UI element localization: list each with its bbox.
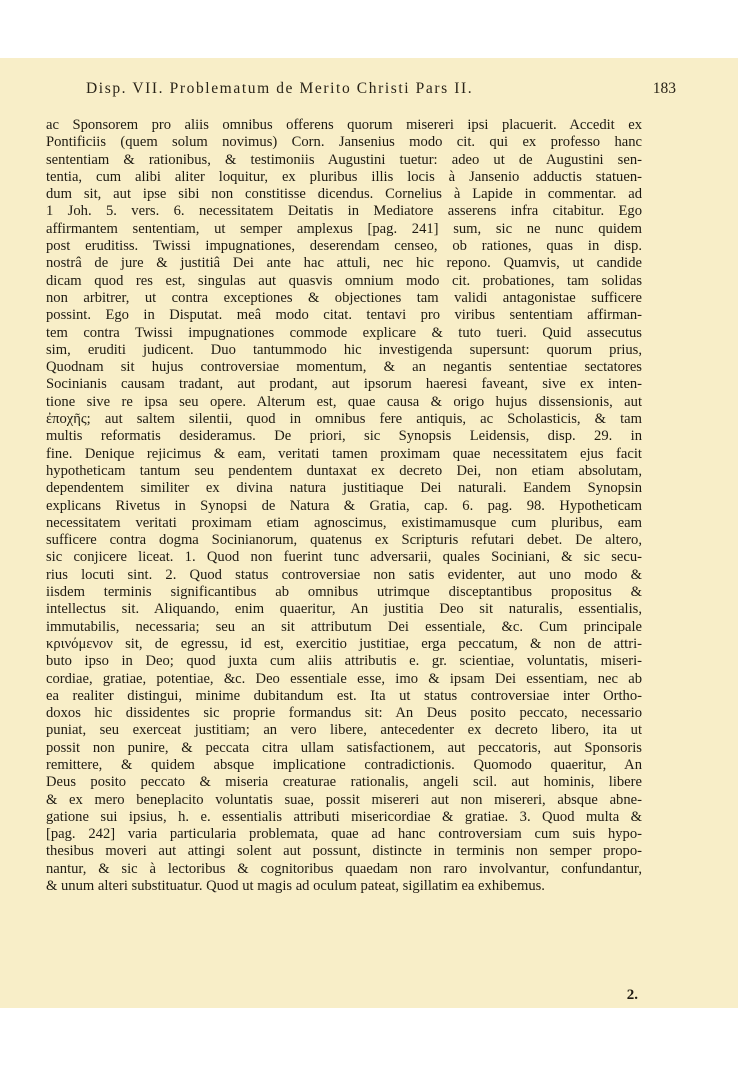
text-line: rius locuti sint. 2. Quod status controversiae non satis evidenter, aut uno modo & (46, 566, 642, 583)
text-line: puniat, seu exerceat justitiam; an vero libere, antecedenter ex decreto libero, ita ut (46, 722, 642, 739)
book-page (0, 58, 738, 1008)
running-title: Disp. VII. Problematum de Merito Christi Pars II. (86, 80, 474, 97)
text-line: explicans Rivetus in Synopsi de Natura & Gratia, cap. 6. pag. 98. Hypotheticam (46, 497, 642, 514)
text-line: possit non punire, & peccata citra ullam satisfactionem, aut peccatoris, aut Sponsoris (46, 739, 642, 756)
text-line: & unum alteri substituatur. Quod ut magis ad oculum pateat, sigillatim ea exhibemus. (46, 878, 545, 895)
body-text (46, 117, 642, 895)
text-line: [pag. 242] varia particularia problemata, quae ad hanc controversiam cum suis hypo- (46, 826, 642, 843)
text-line: Socinianis causam tradant, aut prodant, aut ipsorum haeresi faveant, sive ex inten- (46, 376, 642, 393)
text-line: tentia, cum alibi aliter loquitur, ex pluribus illis locis à Jansenio adductis statuen- (46, 168, 642, 185)
text-line: & ex mero beneplacito voluntatis suae, possit misereri aut non misereri, absque abne- (46, 791, 642, 808)
text-line: dum sit, aut ipse sibi non constitisse dicendus. Cornelius à Lapide in commentar. ad (46, 186, 642, 203)
text-line: sufficere contra dogma Socinianorum, quatenus ex Scripturis refutari debet. De altero, (46, 532, 642, 549)
text-line: ἐποχῆς; aut saltem silentii, quod in omnibus fere antiquis, ac Scholasticis, & tam (46, 411, 642, 428)
text-line: κρινόμενον sit, de egressu, id est, exercitio justitiae, erga peccatum, & non de attri- (46, 635, 642, 652)
text-line: gatione sui ipsius, h. e. essentialis attributi misericordiae & gratiae. 3. Quod multa & (46, 808, 642, 825)
text-line: thesibus moveri aut attingi solent aut possunt, distincte in terminis non semper propo- (46, 843, 642, 860)
text-line: iisdem terminis significantibus ab omnibus utrimque disceptantibus propositus & (46, 584, 642, 601)
text-line: hypotheticam tantum seu pendentem duntaxat ex decreto Dei, non etiam absolutam, (46, 462, 642, 479)
text-line: non arbitrer, ut contra exceptiones & objectiones tam validi antagonistae sufficere (46, 289, 642, 306)
text-line: cordiae, gratiae, potentiae, &c. Deo essentiale esse, imo & ipsam Dei essentiam, nec ab (46, 670, 642, 687)
text-line: possint. Ego in Disputat. meâ modo citat. tentavi pro viribus sententiam affirman- (46, 307, 642, 324)
text-line: remittere, & quidem absque implicatione contradictionis. Quomodo quaeritur, An (46, 756, 642, 773)
text-line: dicam quod res est, singulas aut quasvis omnium modo cit. probationes, tam solidas (46, 272, 642, 289)
text-line: ea realiter distingui, minime dubitandum est. Ita ut status controversiae inter Ortho- (46, 687, 642, 704)
text-line: buto ipso in Deo; quod juxta cum aliis attributis e. gr. scientiae, voluntatis, miseri- (46, 653, 642, 670)
text-line: doxos hic dissidentes sic proprie formandus sit: An Deus posito peccato, necessario (46, 705, 642, 722)
catchword: 2. (626, 987, 638, 1003)
text-line: fine. Denique rejicimus & eam, veritati tamen proximam quae necessitatem ejus facit (46, 445, 642, 462)
text-line: 1 Joh. 5. vers. 6. necessitatem Deitatis in Mediatore asserens infra citabitur. Ego (46, 203, 642, 220)
text-line: nostrâ de jure & justitiâ Dei ante hac attuli, nec hic repono. Quamvis, ut candide (46, 255, 642, 272)
text-line: tione sive re ipsa seu opere. Alterum est, quae causa & origo hujus dissensionis, aut (46, 393, 642, 410)
page-number: 183 (652, 80, 676, 97)
text-line: tem contra Twissi impugnationes commode explicare & tuto tueri. Quid assecutus (46, 324, 642, 341)
text-line: ac Sponsorem pro aliis omnibus offerens quorum misereri ipsi placuerit. Accedit ex (46, 117, 642, 133)
text-line: Deus posito peccato & miseria creaturae rationalis, angeli scil. aut hominis, libere (46, 774, 642, 791)
text-line: Pontificiis (quem solum novimus) Corn. Jansenius modo cit. qui ex professo hanc (46, 134, 642, 151)
text-line: nantur, & sic à lectoribus & cognitoribus quaedam non raro involvantur, confundantur, (46, 860, 642, 877)
text-line: post eruditiss. Twissi impugnationes, deserendam censeo, ob rationes, quas in disp. (46, 238, 642, 255)
text-line: intellectus sit. Aliquando, enim quaeritur, An justitia Deo sit naturalis, essentialis, (46, 601, 642, 618)
text-line: dependentem similiter ex divina natura justitiaque Dei naturali. Eandem Synopsin (46, 480, 642, 497)
text-line: affirmantem sententiam, ut semper amplexus [pag. 241] sum, sic ne nunc quidem (46, 220, 642, 237)
page-header (86, 80, 676, 98)
text-line: necessitatem veritati proximam etiam agnoscimus, existimamusque cum pluribus, eam (46, 514, 642, 531)
text-line: Quodnam sit hujus controversiae momentum, & an negantis sententiae sectatores (46, 359, 642, 376)
text-line: sim, eruditi judicent. Duo tantummodo hic investigenda supersunt: quorum prius, (46, 341, 642, 358)
text-line: sententiam & rationibus, & testimoniis Augustini tuetur: adeo ut de Augustini sen- (46, 151, 642, 168)
text-line: sic conjicere liceat. 1. Quod non fuerint tunc adversarii, quales Sociniani, & sic secu- (46, 549, 642, 566)
text-line: multis reformatis desideramus. De priori, sic Synopsis Leidensis, disp. 29. in (46, 428, 642, 445)
text-line: immutabilis, necessaria; seu an sit attributum Dei essentiale, &c. Cum principale (46, 618, 642, 635)
